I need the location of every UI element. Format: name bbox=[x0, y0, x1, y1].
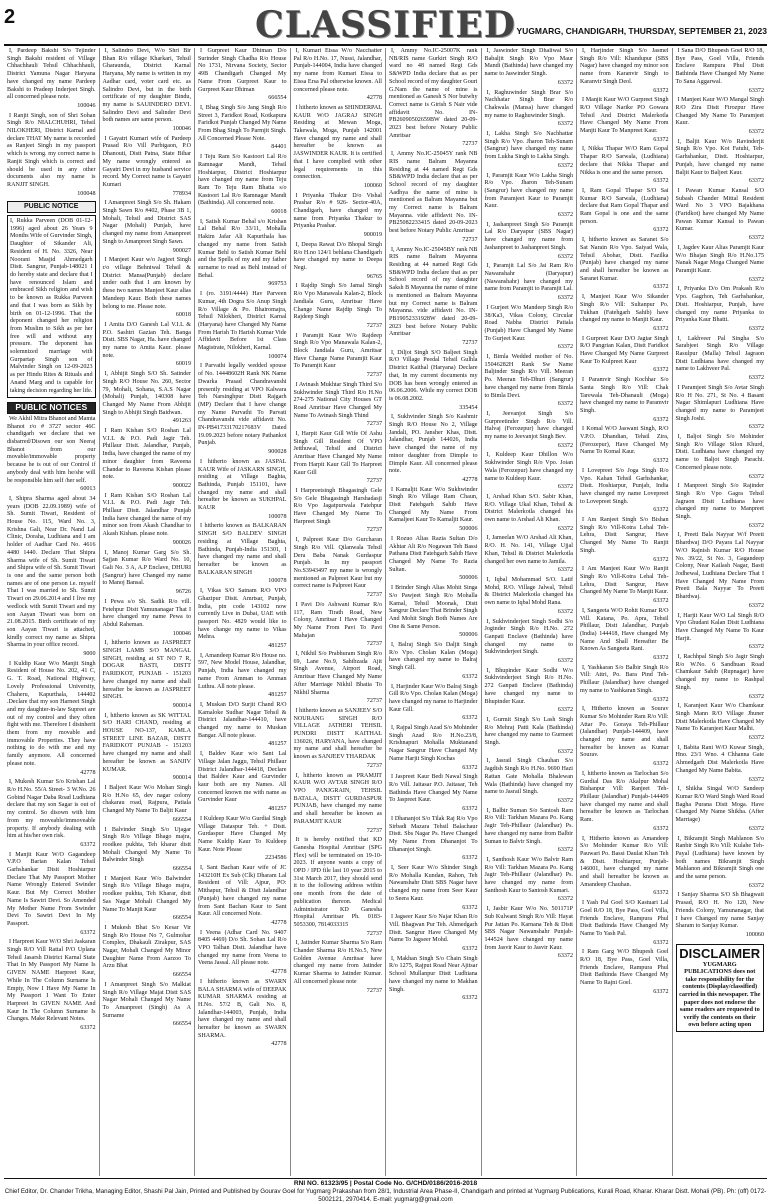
ad-reference-number: 969753 bbox=[268, 281, 287, 288]
ad-reference-number: 778934 bbox=[172, 190, 191, 197]
masthead bbox=[4, 4, 767, 44]
classified-ad: I Gurjeet W/o Mandeep Singh R/o 38/Ka3, Vikas Colony, Circular Road Nabha District Patiala (Punjab) Have Changed My Name To Gurjeet Kaur. bbox=[484, 304, 573, 342]
ad-reference-number: 63372 bbox=[557, 442, 573, 449]
ad-reference-number: 63372 bbox=[748, 325, 764, 332]
ad-reference-number: 100060 bbox=[745, 931, 764, 938]
classified-ad: I, Lakha Singh S/o Nachhattar Singh R/o Vpo. Jharon Teh-Sunam (Sangrur) have changed my name from Lukha Singh to Lakha Singh. bbox=[484, 131, 573, 161]
ad-reference-number: 100074 bbox=[268, 353, 287, 360]
ad-reference-number: 63372 bbox=[748, 735, 764, 742]
ad-reference-number: 335454 bbox=[459, 404, 478, 411]
classified-ad: I, Jaswinder Singh Dhaliwal S/o Babaljit Singh R/o Vpo Maur Mandi (Bathinda) have changed my name to Jaswinder Singh. bbox=[484, 48, 573, 78]
ad-reference-number: 100046 bbox=[172, 630, 191, 637]
classified-ad: I, Balraj Singh S/o Daljit Singh R/o Vpo. Cholan Kalan (Moga) have changed my name to Balraj Singh Gill. bbox=[389, 642, 478, 672]
classified-ad: I, Jeevanjot Singh S/o Gurpreetinder Singh R/o Vill. Halvaj (Ferozepur) have changed my name to Jeevanjot Singh Bev. bbox=[484, 410, 573, 441]
classified-ad: I, Abhijit Singh S/O Sh. Satinder Singh R/O House No. 260, Sector 79, Mohali, Sohana, S.A.S Nagar (Mohali) Punjab, 140308 have Changed My Name From Abhijit Singh to Abhijit Singh Baidwan. bbox=[102, 371, 191, 416]
ad-reference-number: 60018 bbox=[271, 209, 287, 216]
ad-reference-number: 42778 bbox=[271, 919, 287, 926]
ad-reference-number: 63372 bbox=[748, 882, 764, 889]
ad-reference-number: 63372 bbox=[557, 79, 573, 86]
classified-ad: I Komal W/O Jaswant Singh, R/O V.P.O. Dhandian, Tehsil Zira, (Ferozepur), Have Changed My Name To Komal Kaur. bbox=[580, 426, 669, 456]
classified-ad: I Amita D/O Ganesh Lal V.I.L & P.O. Sashtri Gazian Teh. Banga Distt. SBS Nagar, Ha. have changed my name to Amita Kaur. please note. bbox=[102, 321, 191, 359]
classified-ad: I, hitherto known as Saranet S/o Sat Narain R/o Vpo. Saiyad Wala, Tehsil Abohar, Distt. Fazilka (Punjab) have changed my name and shall hereafter be known as Saranet Kumar. bbox=[580, 237, 669, 282]
ad-reference-number: 72737 bbox=[366, 372, 382, 379]
column-1 bbox=[4, 48, 100, 1176]
classified-ad: I, Sangeeta W/O Rohit Kumar R/O Vill. Katana, Po. Apra, Tehsil Phillaur, Distt Jalandhar, Punjab (India) 144418, Have changed My Name And Shall Hereafter Be Known As Sangeeta Rani. bbox=[580, 607, 669, 653]
ad-reference-number: 42778 bbox=[80, 769, 96, 776]
ad-reference-number: 666554 bbox=[172, 972, 191, 979]
ad-reference-number: 63372 bbox=[557, 344, 573, 351]
ad-reference-number: 63372 bbox=[653, 416, 669, 423]
ad-reference-number: 63372 bbox=[557, 212, 573, 219]
classified-ad: I Rajdip Singh S/o Jamal Singh R/o Vpo Manawala Kalan-2, Block Jandiala Guru, Amritsar Have Change Name Rajdip Singh To Rajdeep Singh bbox=[293, 283, 382, 321]
classified-ad: I Priyanka Thakur D/o Vishal Prashar R/o # 926- Sector-40A, Chandigarh, have changed my name from Priyanka Thakur to Priyanka Prashar. bbox=[293, 192, 382, 230]
ad-reference-number: 63372 bbox=[462, 764, 478, 771]
classified-ad: I, Baljit Kaur W/o Ravinderjit Singh R/o Vpo. Kot Fatuhi, Teh-Garhshankar, Distt. Hoshiarpur, Punjab, have changed my name Baljit Kaur to Baljeet Kaur. bbox=[675, 138, 764, 176]
ad-reference-number: 60018 bbox=[175, 312, 191, 319]
ad-reference-number: 63372 bbox=[557, 484, 573, 491]
ad-reference-number: 72737 bbox=[366, 478, 382, 485]
disclaimer-text: YUGMARG PUBLICATIONS does not take responsibility for the contents (Display/classified) carried in this newspaper. The paper does not endorse the same readers are requested to verify the contents on their own before acting upon bbox=[679, 960, 761, 1029]
ad-reference-number: 666554 bbox=[172, 816, 191, 823]
ad-reference-number: 63372 bbox=[748, 276, 764, 283]
classified-ad: I, Seer Kaur W/o Shinder Singh R/o Mohalla Kundan, Rahon, Teh Nawanshahr Distt SBS Nagar have changed my name from Seer Kaur to Seera Kaur. bbox=[389, 865, 478, 902]
ad-reference-number: 63372 bbox=[653, 556, 669, 563]
classified-ad: I, Karanjeet Kaur W/o Chamkaur Singh Mann R/O Village Jhuner Distt Malerkotla Have Changed My Name To Karanjeet Kaur Malhi. bbox=[675, 703, 764, 733]
ad-reference-number: 63372 bbox=[80, 929, 96, 936]
ad-reference-number: 84401 bbox=[271, 144, 287, 151]
classified-ad: I hitherto known as SANJEEV S/O NOURANG SINGH R/O VILLAGE JATHERI TEHSIL PUNDRI DISTT KAITHAL 136026, HARYANA, have changed my name and shall hereafter be known as SANJEEV THARDAK bbox=[293, 707, 382, 761]
disclaimer-box bbox=[676, 944, 765, 1032]
section-heading: PUBLIC NOTICE bbox=[7, 201, 96, 213]
ad-reference-number: 63372 bbox=[557, 847, 573, 854]
classified-ad: I Sanjay Sharma S/O Sh Bhagwati Prasad, R/O H. No 120, New Friends Colony, Yamunanagar, that I have Changed my name Sanjay Sharam to Sanjay Kumar. bbox=[675, 892, 764, 930]
ad-reference-number: 63372 bbox=[462, 995, 478, 1002]
section-heading: PUBLIC NOTICES bbox=[7, 402, 96, 414]
ad-reference-number: 900026 bbox=[172, 539, 191, 546]
classified-ad: I, Arshad Khan S/O. Sabir Khan, R/O. Village Ukal Khan, Tehsil & District Malerkotla changed his own name to Arshad Ali Khan. bbox=[484, 493, 573, 524]
ad-reference-number: 63372 bbox=[653, 507, 669, 514]
classified-ad: I Yash Pal Goel S/O Kastuari Lal Goel R/O 18, Bye Pass, Goel Villa, Friends Enclave, Rampura Phul Distt Bathinda Have Changed My Name To Yash Pal. bbox=[580, 900, 669, 937]
ad-reference-number: 63372 bbox=[462, 715, 478, 722]
ad-reference-number: 63372 bbox=[653, 178, 669, 185]
classified-ad: I Pawan Kumar Kansal S/O Subash Chander Mittal Resident Ward No 3 VPO Bajakhana (Faridkot) have changed My Name Pawan Kumar Kansal to Pawan Kumar. bbox=[675, 187, 764, 233]
classified-ad: I Manpreet Singh S/o Rajinder Singh R/o Vpo Gagra Tehsil Jagraon Distt Ludhiana have changed my name to Manpreet Singh. bbox=[675, 483, 764, 521]
ad-reference-number: 666554 bbox=[172, 1021, 191, 1028]
classified-columns bbox=[4, 48, 767, 1176]
ad-reference-number: 96765 bbox=[366, 273, 382, 280]
classified-ad: I Rozuo Alias Razia Sultan D/o Akhtar Ali R/o Nogawan Teh Bassi Pathana Distt Fatehgarh Sahib Have Changed My Name To Razia Sultan. bbox=[389, 535, 478, 573]
ad-reference-number: 900022 bbox=[172, 482, 191, 489]
ad-reference-number: 42778 bbox=[462, 476, 478, 483]
classified-ad: I Am Ranjeet Singh S/o Bishan Singh R/o Vill-Kotra Lehal Teh-Lehra, Distt Sangrur, Have Changed My Name To Ranjit Singh. bbox=[580, 517, 669, 554]
ad-reference-number: 63372 bbox=[653, 367, 669, 374]
classified-ad: I Amanpreet Singh S/o Sh. Hakam Singh Sawn R/o #402, Phase 3B 1, Mohali, Tehsil and District SAS Nagar (Mohali) Punjab, have changed my name from Amanpreet Singh to Amanpreet Singh Sawn. bbox=[102, 200, 191, 245]
classified-ad: I Gayatri Kumari wife of Pardeep Prasad R/o Vill Purbigaon, P.O Dhanouti, Distt Patna, State Bihar My name wrongly entered as Gayatri Devi in my husband service record. My Correct name is Gayatri Kumari bbox=[102, 135, 191, 188]
ad-reference-number: 63372 bbox=[557, 748, 573, 755]
classified-ad: I, Priyanka D/o Om Prakash R/o Vpo. Gagrhon, Teh Garhshankar, Distt. Hoshiarpur, Punjab, have changed my name Priyanka to Priyanka Kaur Bhatti. bbox=[675, 286, 764, 324]
classified-ad: I, hitherto known as JASPREET SINGH LAMB S/O MANGAL SINGH, residing at ST NO 7 R, DOGAR BASTI, DISTT FARIDKOT, PUNJAB - 151203 have changed my name and shall hereafter be known as JASPREET SINGH. bbox=[102, 640, 191, 701]
ad-reference-number: 96726 bbox=[175, 589, 191, 596]
classified-ad: I Ram Kishan S/O Roshan Lal V.I.L & P.O. Padi Jagir Teh. Phillaur Distt. Jalandhar Punjab India have changed the name of my minor son from Akash Chandhar to Akash Kishan. please note. bbox=[102, 492, 191, 538]
classified-ad: I, Harpit Kaur Gill Wife Of Ashu Singh Gill Resident Of VPO Jetthuwal, Tehsil and District Amritsar Have Changed My Name From Harpit Kaur Gill To Harpreet Kaur Gill bbox=[293, 431, 382, 476]
ad-reference-number: 63372 bbox=[557, 953, 573, 960]
classified-ad: I, Nikhil S/o Prabhuram Singh R/o 69, Lane No.9, Sahibzada Ajit Singh Avenue, Airport Road, Amritsar Have Changed My Name After Marriage Nikhil Bhatia To Nikhil Sharma bbox=[293, 651, 382, 696]
classified-ad: I, Jameelan W/O Arshad Ali Khan, R/O. H. No. 141, Village Ujjal Khan, Tehsil & District Malerkotla changed her own name to Jamila. bbox=[484, 535, 573, 565]
imprint-footer bbox=[4, 1178, 767, 1204]
ad-reference-number: 63372 bbox=[653, 598, 669, 605]
column-2 bbox=[100, 48, 196, 1176]
classified-ad: I Manjeet Kaur w/o Jagjeet Singh r/o village Behniwal Tehsil & District Mansa(Punjab) declare under oath that I am known by these two names Manjeet Kaur alias Mandeep Kaur. Both these names belong to me. Please note. bbox=[102, 257, 191, 310]
classified-ad: I, hitherto known as SK WITTAL S/O HARI CHAND, residing at HOUSE NO-137, KAMLA STREET LINE BAZAR, DISTT FARIDKOT PUNJAB - 151203 have changed my name and shall hereafter be known as SANJIV KUMAR. bbox=[102, 712, 191, 773]
classified-ad: I, Palpreet Kaur D/o Gurcharan Singh R/o Vill. Qilanwala Tehsil Dera Baba Nanak Gurdaspur Punjab. In my passport No.S3943497 my name is wrongly mentioned as Palpreet Kaur but my correct name is Palpreet Kaur bbox=[293, 537, 382, 590]
classified-ad: I, Bhag Singh S/o Jang Singh R/o Street 3, Faridkot Road, Kotkapura Faridkot Punjab Changed My Name From Bhag Singh To Parmjit Singh. All Concerned Please Note. bbox=[198, 104, 287, 142]
ad-reference-number: 63372 bbox=[653, 825, 669, 832]
classified-ad: I Gurpreet Kaur D/O Jagtar Singh R/O Pangrian Kalan, Distt Faridkot Have Changed My Name Gurpreet Kaur To Kulpreet Kaur bbox=[580, 335, 669, 365]
classified-ad: I, Ram Gopal Thapar S/O Sai Kumar R/O Sarwala, (Ludhiana) declare that Ram Gopal Thapar and Ram Gopal is one and the same person. bbox=[580, 187, 669, 225]
ad-reference-number: 63372 bbox=[748, 693, 764, 700]
ad-reference-number: 63372 bbox=[557, 121, 573, 128]
classified-ad: I Kamaljit Kaur W/o Sukhwinder Singh R/o Village Ram Chaun, Distt Fatehgarh Sahib Have Changed My Name From Kamaljeet Kaur To Kamaljit Kaur. bbox=[389, 486, 478, 524]
ad-reference-number: 72737 bbox=[366, 641, 382, 648]
classified-ad: I, Sukhvinderjeet Singh Sodhi S/o Joginder Singh R/o H.No. 272 Ganpati Enclave (Bathinda) have changed my name to Sukhvinderjeet Singh. bbox=[484, 618, 573, 656]
ad-reference-number: 500006 bbox=[459, 575, 478, 582]
ad-reference-number: 42778 bbox=[271, 969, 287, 976]
ad-reference-number: 42778 bbox=[366, 95, 382, 102]
ad-reference-number: 63372 bbox=[462, 806, 478, 813]
classified-ad: I Pavi D/o Ashwani Kumar R/o 117, Ram Tirath Road, New Colony, Amritsar I Have Changed My Name From Pavi To Pavi Mahajan bbox=[293, 601, 382, 639]
ad-reference-number: 63372 bbox=[748, 522, 764, 529]
classified-ad: I, Rachhpal Singh S/o Jagir Singh R/o W.No. 6 Sandhuan Road Chamkaur Sahib (Rupnagar) have changed my name to Rashpal Singh. bbox=[675, 654, 764, 691]
section-title: CLASSIFIED bbox=[255, 4, 516, 46]
ad-reference-number: 63372 bbox=[748, 424, 764, 431]
classified-ad: I hitherto known as SWARN BALA SHARMA wife of DEEPAK KUMAR SHARMA residing at H.No. 57/2 B, Gali No. 8, Jalandhar-144003, Punjab, India have changed my name and shall hereafter be known as SWARN SHARMA. bbox=[198, 978, 287, 1039]
classified-ad: I Ranjit Singh, son of Shri Sohan Singh R/o NIALCHUHRI, Tehsil NILOKHERI, District Karnal and declare THAT My name is recorded as Ranjeet Singh in my passport which is wrong. my correct name is Ranjit Singh which is correct and should be used in any other documents also my name is RANJIT SINGH. bbox=[7, 112, 96, 188]
ad-reference-number: 63372 bbox=[653, 988, 669, 995]
classified-ad: I, Hitherto known as Amandeep S/o Mohinder Kumar R/o Vill: Pauwari Po. Bassi Daulat Khan Teh & Distt. Hoshiarpur, Punjab-146001, have changed my name and shall hereafter be known as Amandeep Chauhan. bbox=[580, 835, 669, 888]
classified-ad: I, Jasbir Kaur W/o No. 501171P Sub Kulwant Singh R/o Vill: Hayat Pur Jattan Po. Karnana Teh & Distt SBS Nagar Nawanshahr Punjab-144524 have changed my name from Jasvir Kaur to Jasvir Kaur. bbox=[484, 906, 573, 951]
classified-ad: I hitherto known as SHINDERPAL KAUR W/O JAGRAJ SINGH Residing at Mewan Moga, Takewala, Moga, Punjab 142001 Have changed my name and shall hereafter be known as JASWINDER KAUR. It is certified that I have complied with other legal requirements in this connection. bbox=[293, 104, 382, 181]
classified-ad: I, Yashkaran S/o Balbir Singh R/o Vill: Attri, Po. Bara Pind Teh-Phillaur (Jalandhar) have changed my name to Yashkaran Singh. bbox=[580, 664, 669, 694]
ad-reference-number: 500006 bbox=[459, 526, 478, 533]
classified-ad: I Ram Garg W/O Bhupesh Goel R/O 18, Bye Pass, Goel Villa, Friends Enclave, Rampura Phul Distt Bathinda Have Changed My Name To Rajni Goel. bbox=[580, 949, 669, 987]
column-8 bbox=[673, 48, 768, 1176]
classified-ad: I Paramvir Singh Kochhar S/o Santa Singh R/o Vill: Chak Tarewala Teh-Dhanauli (Moga) have changed my name to Paramvir Singh. bbox=[580, 377, 669, 414]
classified-ad: I Balvinder Singh S/o Ujagar Singh R/o Village Bhago majra, roodkee pukhta, Teh kharar distt Mohali Changed My Name To Balwinder Singh bbox=[102, 826, 191, 864]
classified-ad: I, Babita Rani W/O Kuwar Singh, Hno. 23/1 Wno. 4 Chhanna Gate Ahmedgarh Dist Malerkotla Have Changed My Name Babita. bbox=[675, 744, 764, 774]
classified-ad: I, Bimla Wedded mother of No. 15046282H Rank Sw Name Baljinder Singh R/o Vill. Meeran Po. Meeran Teh-Dhuri (Sangrur) have changed my name from Bimla to Bimla Devi. bbox=[484, 354, 573, 399]
ad-reference-number: 481257 bbox=[268, 692, 287, 699]
ad-reference-number: 60013 bbox=[80, 486, 96, 493]
classified-ad: I Amanpreet Singh S/o Malkiat Singh R/o Village Majat Distt SAS Nagar Mohali Changed My Name To Amanpreet (Singh) As A Surname bbox=[102, 981, 191, 1019]
classified-ad: I, Vikas S/O Satnam R/O VPO Ghazipur Distt. Amrtsar, Punjab, India, pin code 143102 now currently Live in Dubai, UAE with passport No. 4829 would like to have change my name to Vikas Mehra. bbox=[198, 588, 287, 641]
classified-ad: I Teju Ram S/o Kastoori Lal R/o Ramnagar Mandi, Tehsil Hoshiarpur, District Hoshiarpur have changed my name from Teju Ram To Teju Ram Bhatia s/o Kastoori Lal R/o Ramnagar Mandi (Bathinda). All concerned note. bbox=[198, 154, 287, 207]
classified-ad: I Manjit Kaur W/O Gurpreet Singh R/O Village Narike PO Gowara Tehsil And District Malerkotla Have Changed My Name From Manjit Kaur To Manpreet Kaur. bbox=[580, 97, 669, 135]
classified-ad: I Avinash Mukhtar Singh Third S/o Sukhwinder Singh Third R/o H.No 274-275 National City Houses GT Road Amritsar Have Changed My Name To Avinash Singh Thind bbox=[293, 381, 382, 419]
ad-reference-number: 72737 bbox=[366, 527, 382, 534]
ad-reference-number: 72737 bbox=[366, 322, 382, 329]
classified-ad: I hitherto known as JASPAL KAUR Wife of JASKARN SINGH, residing at Village Baghta, Bathinda, Punjab 151101, have changed my name and shall hereafter be known as SUKHPAL KAUR bbox=[198, 458, 287, 512]
classified-ad: I, Muskan D/O Surjit Chand R/O Kamaloke Sudhar Nagar Tehsil & District Jalandhar-144410, have changed my name to Muskan Bangar. All note please. bbox=[198, 701, 287, 739]
classified-ad: I, Gurmit Singh S/o Lash Singh R/o Mehraj Patti Kala (Bathinda) have changed my name to Gurmeet Singh. bbox=[484, 716, 573, 747]
ad-reference-number: 491263 bbox=[172, 418, 191, 425]
classified-ad: I, Paramjit Kaur W/o Lakha Singh R/o Vpo. Jharon Teh-Sunam (Sangrur) have changed my name from Paramjeet Kaur to Paramjit Kaur. bbox=[484, 172, 573, 210]
classified-ad: I (ro. 3191/4444) Hav Parveen Kumar, 4th Dogra S/o Anup Singh R/o Village & Po. Bhairomajra, Tehsil Nilokheri, District Karnal (Haryana) have Changed My Name From Harish To Harish Kumar Vide Affidavit Before 1st Class Magistrate, Nilokheri, Karnal. bbox=[198, 291, 287, 352]
ad-reference-number: 72737 bbox=[366, 987, 382, 994]
ad-reference-number: 63372 bbox=[748, 602, 764, 609]
classified-ad: I, Jatinder Kumar Sharma S/o Ram Chander Sharma R/o H.No.5, New Golden Avenue Amritsar have changed my name from Jatinder Kumar Sharma to Jatinder Kumar. All concerned please note bbox=[293, 940, 382, 985]
ad-reference-number: 72737 bbox=[462, 236, 478, 243]
classified-ad: I, Mukesh Kumar S/o Krishan Lal R/o H.No. 55/A Street- 3 W.No. 26 Gobind Nagar Daba Road Ludhiana declare that my son Sagar is out of my control. So disown with him from my moveable/immoveable property. If anybody dealing with him at his/her own risk. bbox=[7, 779, 96, 840]
ad-reference-number: 63372 bbox=[557, 253, 573, 260]
classified-ad: I Pewa s/o Sh. Sadik R/o vill. Fetehpur Distt Yamunanagar That I have changed my name Pewa to Abdul Raheman. bbox=[102, 598, 191, 628]
classified-ad: I, Raghuwinder Singh Brar S/o Nachhatar Singh Brar R/o Chakwala (Mansa) have changed my name to Raghuwinder Singh. bbox=[484, 89, 573, 119]
masthead-rule bbox=[4, 44, 767, 46]
ad-reference-number: 63372 bbox=[653, 227, 669, 234]
classified-ad: I Sana D/O Bhupesh Goel R/O 18, Bye Pass, Goel Villa, Friends Enclave Rampura Phul Distt Bathinda Have Changed My Name To Sana Aggarwal. bbox=[675, 48, 764, 85]
classified-ad: I, Kumari Eissa W/o Nacchatter Pal R/o H.No. 17, Nussi, Jalandhar, Punjab-144004, India have changed my name from Kumari Eissa to Eissa Ersa Pal otherwise known. All concerned please note. bbox=[293, 48, 382, 93]
classified-ad: I Mukesh Bhat S/o Kesar Vir Singh R/o House No 7, Gulmohar Complex, Dhakauli Zirakpur, SAS Nagar, Mohali Changed My Minor Daughter Name From Aarzoo To Arzu Bhat bbox=[102, 924, 191, 970]
ad-reference-number: 481257 bbox=[268, 741, 287, 748]
column-3 bbox=[195, 48, 291, 1176]
ad-reference-number: 63372 bbox=[557, 707, 573, 714]
classified-ad: I Harpreet Kaur W/O Shri Jaskaran Singh R/O Vill Rattal P/O Uplana Tehsil Jasarsh District Karnal State That In My Passport My Name Is GIVEN NAME Harpreet Kaur, While In The Column Surname Is Empty, Now I Have My Name In My Passport I Want To Enter Harpreet In GIVEN NAME And Kaur In The Column Surname Is Changes. Make Relevant Notes. bbox=[7, 939, 96, 1023]
ad-reference-number: 63372 bbox=[653, 325, 669, 332]
classified-ad: I, Bhupinder Kaur Sodhi W/o Sukhvinderjeet Singh R/o H.No. 272 Ganpati Enclave (Bathinda) have changed my name to Bhupinder Kaur. bbox=[484, 667, 573, 705]
boxed-notice: I, Rukka Parveen (DOB 01-12-1996) aged about 26 Years 9 Months Wife of Gurvinder Singh, Daughter of Sikander Ali, Resident of H. No. 3326, Near Noorani Masjid Ahmedgarh Distt. Sangrur, Punjab-148021 I do hereby state and declare that I have renounced Islam and embraced Sikh religion and wish to be known as Rukka Parveen and that I was born as Sikh by birth on 01-12-1996. That the deponent changed her religion from Muslim to Sikh as per her free will and without any pressure. The deponent has solemnized marriage with Gurpartap Singh son of Malvinder Singh on 12-09-2023 as per Hindu Rites & Rituals and Anand Marg and is capable for taking decision regarding her life. bbox=[7, 215, 96, 398]
imprint-line: Chief Editor, Dr. Chander Trikha, Managing Editor, Shashi Pal Jain, Printed and Published by Gourav Goel for Yugmarg Prakashan from 28/1, Industrial Area Phase-II, Chandigarh and printed at Yugmarg Publications, Kurali Road, Kharar. Kharar Distt. Mohali (PB). Ph: (off) 0172-5002121, 2970414. E-mail: yugmarg@gmail.com bbox=[4, 1188, 767, 1203]
disclaimer-title: DISCLAIMER bbox=[679, 945, 761, 961]
ad-reference-number: 63372 bbox=[80, 1025, 96, 1032]
ad-reference-number: 63372 bbox=[653, 939, 669, 946]
classified-ad: I, Harjinder Kaur W/o Balraj Singh Gill R/o Vpo. Cholan Kalan (Moga) have changed my name to Harjinder Kaur Gill. bbox=[389, 683, 478, 713]
classified-ad: I Veena (Adhar Card No. 9407 8405 4469) D/o Sh. Sohan Lal R/o VPO Talhan Distt. Jalandhar have changed my name from Veena to Veena Jassal. All please note. bbox=[198, 929, 287, 967]
classified-ad: I Paramjeet Singh S/o Avtar Singh R/o H No. 271, St No. 4 Basant Nagar Shimlapuri Ludhiana Have changed my name to Paramjeet Singh Joshi. bbox=[675, 384, 764, 422]
column-5 bbox=[386, 48, 482, 1176]
ad-reference-number: 666554 bbox=[172, 866, 191, 873]
ad-reference-number: 72737 bbox=[366, 592, 382, 599]
ad-reference-number: 900014 bbox=[172, 702, 191, 709]
classified-ad: I, Diljot Singh S/O Baljeet Singh R/O Village Peedal Tehsil Gulhla District Kaithal (Haryana) Declare that, In my current documents my DOB has been wrongly entered as 06.06.2006. While my correct DOB is 06.08.2002. bbox=[389, 349, 478, 402]
classified-ad: I Harpreetsingh Bhagasingh Gele S/o Gele Bhagasingh Harshadasji R/o Vpo Jagatpurwala Fatehpur Have Changed My Name To Harpreet Singh bbox=[293, 487, 382, 525]
classified-ad: I Am Manjeet Kaur W/o Ranjit Singh R/o Vill-Kotra Lehal Teh-Lehra, Distt Sangrur, Have Changed My Name To Manjit Kaur. bbox=[580, 566, 669, 596]
classified-ad: I Manjeet Kaur W/O Mangal Singh R/O Zira Distt Firozpur Have Changed My Name To Paramjeet Kaur. bbox=[675, 97, 764, 127]
ad-reference-number: 72737 bbox=[366, 698, 382, 705]
classified-ad: I, Makhan Singh S/o Chain Singh R/o 1275, Rajput Road Near Ajitsar School Mullanpur Distt Ludhiana have changed my name to Makhan Singh. bbox=[389, 955, 478, 993]
ad-reference-number: 72737 bbox=[366, 827, 382, 834]
classified-ad: I, Lakhveer Pal Singha S/o Sarabjeet Singh R/o Village Rasulpur (Malla) Tehsil Jagraon Distt Ludhiana have changed my name to Lakhveer Pal. bbox=[675, 335, 764, 373]
ad-reference-number: 63372 bbox=[557, 162, 573, 169]
classified-ad: I, Jasrail Singh Chauhan S/o Jagdish Singh R/o H.No. 9690 Hazi Rattan Gate Mohalla Bhalewan Wala (Bathinda) have changed my name to Jasrail Singh. bbox=[484, 758, 573, 796]
classified-ad: I Paramjit Kaur W/o Rajdeep Singh R/o Vpo Manawala Kalan-2, Block Jandiala Guru, Amritsar Have Change Name Paramjit Kaur To Paramjit Kaur bbox=[293, 332, 382, 370]
classified-ad: I, Ammy No.IC-25045BY rank NB RIS name Balram Mayanna Residing at 44 named Regt Gds SB&WPD India declare that as per School record of my daughter Saksh B Mayanna the name of mine is mentioned as Balram Mayanna but my Correct name is Balram Mayanna. vide affidavit No. IN-PB19052331928W dated 20-09-2023 best before Notary Public Amritsar bbox=[389, 246, 478, 338]
ad-reference-number: 900019 bbox=[363, 232, 382, 239]
ad-reference-number: 63372 bbox=[80, 841, 96, 848]
classified-ad: I, Amandeep Kumar R/o House no. 597, New Model House, Jalandhar, Punjab, India have changed my name From Amman to Amman Luthra. All note please. bbox=[198, 652, 287, 690]
ad-reference-number: 63372 bbox=[748, 235, 764, 242]
classified-ad: I Gurpreet Kaur Dhiman D/o Surinder Singh Chadha R/o House No 1731, Nirvana Society, Sector 49B Chandigarh Changed My Name From Gurpreet Kaur to Gurpreet Kaur Dhiman bbox=[198, 48, 287, 93]
classified-ad: I, Deepa Rawat D/o Bhopal Singh R/o H.no 124/1 behlana Chandigarh have changed my name to Deepa Negi. bbox=[293, 241, 382, 271]
classified-ad: I, Bikramjit Singh Mahlanon S/o Ranbir Singh R/o Vill: Kulahe Teh-Payal (Ludhiana) have known by both names Bikramjit Singh Mahlanon and Bikramjit Singh one and the same person. bbox=[675, 835, 764, 881]
ad-reference-number: 63372 bbox=[462, 946, 478, 953]
ad-reference-number: 100078 bbox=[268, 513, 287, 520]
classified-ad: I Baljeet Kaur W/o Mohan Singh R/o H.No 65, dev nagar colony chakarau road, Rajpura, Patiala Changed My Name To Baljit Kaur bbox=[102, 784, 191, 815]
classified-ad: I, Pardeep Bakshi S/o Tejinder Singh Bakshi resident of Village Chhachhauli Tehsil Chhachhauli, District Yamuna Nagar Haryana have changed my name Pardeep Bakshi to Pradeep Inderjeet Singh. all concerned please note. bbox=[7, 48, 96, 101]
ad-reference-number: 63372 bbox=[462, 855, 478, 862]
classified-ad: I, Nikka Thapar W/O Ram Gopal Thapar R/O Sarwala, (Ludhiana) declare that Nikka Thapar and Nikka is one and the same person. bbox=[580, 146, 669, 176]
ad-reference-number: 63372 bbox=[653, 655, 669, 662]
ad-reference-number: 100046 bbox=[77, 102, 96, 109]
ad-reference-number: 63372 bbox=[462, 904, 478, 911]
ad-reference-number: 63372 bbox=[748, 129, 764, 136]
classified-ad: I, Baljot Singh S/o Mohinder Singh R/o Village Silon Khurd, Distt. Ludhiana have changed my name to Baljot Singh Parachi. Concerned please note. bbox=[675, 434, 764, 471]
ad-reference-number: 63372 bbox=[557, 567, 573, 574]
classified-ad: I, Ammy No.IC-25045Y rank NB RIS name Balram Mayanna Residing at 44 named Regt Gds SB&WPD India declare that as per School record of my daughter Aadhya the name of mine is mentioned as Balram Mayanna but my Correct name is Balram Mayanna. vide affidavit No. IN-PB25082233415 dated 20-09-2023 best before Notary Public Amritsar bbox=[389, 151, 478, 235]
classified-ad: I, Ammy No.IC-25007K rank NB/RIS name Gurkirt Singh R/O ward no 48 named Regt Gds S&WPD India declare that as per School record of my daughter Gouri G.Nam the name of mine is mentioned as Ganesh S Nor butwhy Correct name is Girish S Nair vide affidavit No. IN-PB26090502659BW dated 20-09-2023 best before Notary Public Amritsar bbox=[389, 48, 478, 139]
classified-ad: I, hitherto known as PRAMJIT KAUR W/O AVTAR SINGH R/O VPO PANJGRAIN, TEHSIL BATALA, DISTT GURDASPUR PUNJAB, have changed my name and shall hereafter be known as PARAMJIT KAUR bbox=[293, 772, 382, 825]
classified-ad: I, Shikha Singal W/O Sandeep Kumar R/O Ward Singh Ward Road Bagha Purana Distt Moga. Have Changed My Name Shikha. (After Marriage) bbox=[675, 786, 764, 824]
ad-reference-number: 63372 bbox=[748, 473, 764, 480]
classified-ad: I, Balbir Suman S/o Santosh Ram R/o Vill: Tarkhan Mazara Po. Kang Jagir Teh-Phillaur (Jalandhar) Ps. have changed my name from Balbir Suman to Balvir Singh. bbox=[484, 807, 573, 845]
classified-ad: I Jagseer Kaur S/o Najar Khan R/o Vill. Bhagwan Pur Teh. Ahmedgarh Distt. Sangrur Have Changed My Name To Jagseer Mohd. bbox=[389, 914, 478, 944]
ad-reference-number: 72737 bbox=[366, 421, 382, 428]
dateline: YUGMARG, CHANDIGARH, THURSDAY, SEPTEMBER 21, 2023 bbox=[516, 26, 767, 36]
classified-ad: I, Salindro Devi, W/o Shri Bir Bhan R/o village Kharkari, Tehsil Gharaunda, District Karnal Haryana, My name is written in my Aadhar card, voter card etc. as Salindro Devi, but in the birth certificate of my daughter Bindu, my name is SAUINDERO DEVI. Salindro Devi and Salinder Devi both names are same person. bbox=[102, 48, 191, 124]
classified-ad: We Akhil Mitra Bhanot and Mamta Bhanot r/o # 3727 sector 46C chandigarh we declare that we disbarred/Disown our son Neeraj Bhanot from our movable/immovable property because he is out of our Control if anybody deal with him he/she will be responsible him self /her self. bbox=[7, 415, 96, 484]
ad-reference-number: 900027 bbox=[172, 247, 191, 254]
classified-ad: I, Preeti Bala Nayyar W/f Preeti Bhardwaj D/O Payara Lal Nayyar W/O Rajnish Kumar R/O House No. 39/22, St No. 3, Gagandeep Colony, Near Kailash Nagar, Basti Jodhewal, Ludhiana Declare That I Have Changed My Name From Preeti Bala Nayyar To Preeti Bhardwaj. bbox=[675, 532, 764, 601]
rni-line: RNI NO. 61323/95 | Postal Code No. G/CHD/0186/2016-2018 bbox=[293, 1180, 478, 1187]
classified-ad: It is hereby notified that KD Ganesha Hospital Amritsar (SPG Flex) will be terminated on 19-10-2023. If anyone wants a copy of OPD / IPD file last 10 year 2015 to 31st March 2017, they should send it to the following address within one month from the date of publication thereon. Medical Administrator KD Ganesha Hospital Amritsar Ph. 0183-5053300, 7814033315 bbox=[293, 837, 382, 928]
ad-reference-number: 63372 bbox=[557, 658, 573, 665]
classified-ad: I, Jashanpreet Singh S/o Paramjit Lal R/o Daryapur (SBS Nagar) have changed my name from Jashanpreet to Jashanpreet Singh. bbox=[484, 221, 573, 251]
ad-reference-number: 63372 bbox=[748, 87, 764, 94]
classified-ad: I, Rajpal Singh Azad S/o Mohinder Singh Azad R/o H.No.23/8, Krishnapuri Mohalla Muktanand Nagar Sangrur Have Changed My Name Harjit Singh Kochas bbox=[389, 725, 478, 762]
classified-ad: I, Baldev Kaur w/o Sant Lal Village Jalan Jaggu, Tehsil Phillaur District Jalandhar-144418, Declare that Baldev Kaur and Gurvinder kaur both are my Names. All concerned known me with name as Gurvinder Kaur bbox=[198, 751, 287, 804]
classified-ad: I, Kuldeep Kaur Dhillon W/o Sukhwinder Singh R/o Vpo. Joian Wala (Ferozepur) have changed my name to Kuldeep Kaur. bbox=[484, 452, 573, 482]
classified-ad: I, Sukhvinder Singh S/o Kashmir Singh R/O House No 2, Village Jandali, PO. Jansher Khas, Distt. Jalandhar, Punjab 144026, India have changed the name of my minor daughter from Dimple to Dimple Kaur. All concerned please note. bbox=[389, 414, 478, 475]
ad-reference-number: 9000 bbox=[83, 651, 96, 658]
classified-ad: I Kuldeep Kaur W/o Gurdial Singh Village Dataspur Teh. + Distt. Gurdaspur Have Changed My Name Kuldip Kaur To Kuldeep Kaur. Note Please bbox=[198, 815, 287, 853]
ad-reference-number: 100060 bbox=[363, 182, 382, 189]
ad-reference-number: 72737 bbox=[462, 141, 478, 148]
classified-ad: I, Manoj Kumar Garg S/o Sh. Sajjan Kumar R/o Ward No. 10, Gali No. 3 A, A.P Enclave, DHURI (Sangrur) have Changed my name to Manoj Bansal. bbox=[102, 549, 191, 587]
ad-reference-number: 63372 bbox=[748, 776, 764, 783]
ad-reference-number: 60019 bbox=[175, 361, 191, 368]
ad-reference-number: 72737 bbox=[366, 930, 382, 937]
ad-reference-number: 42778 bbox=[271, 1041, 287, 1048]
classified-ad: I, Santhosh Kaur W/o Balvir Ram R/o Vill: Tarkhan Mazara Po. Kang Jagir Teh-Phillaur (Jalandhar) Ps. have changed my name from Santhosh Kaur to Santosh Kumari. bbox=[484, 856, 573, 894]
ad-reference-number: 63372 bbox=[653, 136, 669, 143]
ad-reference-number: 63372 bbox=[557, 295, 573, 302]
ad-reference-number: 63372 bbox=[748, 644, 764, 651]
classified-ad: I Jaspreet Kaur Bedi Nawal Singh R/o Vill. Jaitasar P.O. Jaitasar, Teh Bathinda Have Changed My Name To Jaspreet Kaur. bbox=[389, 774, 478, 804]
ad-reference-number: 100078 bbox=[268, 578, 287, 585]
ad-reference-number: 2234586 bbox=[265, 855, 287, 862]
classified-ad: I Manjit Kaur W/O Gagandeep V.P.O Barian Kalan Tehsil Garhshankar Distt Hoshiarpur Declare That My Passport Mother Name Wrongly Entered Swinder Kaur. But My Correct Mother Name Is Sawtri Devi. So Amended My Mother Name From Swinder Devi To Sawtri Devi In My Passport. bbox=[7, 851, 96, 927]
page-number: 2 bbox=[4, 6, 16, 28]
column-4 bbox=[291, 48, 387, 1176]
ad-reference-number: 63372 bbox=[557, 525, 573, 532]
classified-ad: I Brinder Singh Alias Mohit Singa S/o Pawjeet Singh R/o Mohalla Kamal, Tehsil Moonak, Distt Sangrur Declare That Brinder Singh And Mohit Singh Both Names Are One & Same Person. bbox=[389, 585, 478, 630]
ad-reference-number: 481257 bbox=[268, 806, 287, 813]
classified-ad: I Ram Kishan S/O Roshan Lal V.I.L & P.O. Padi Jagir Teh. Phillaur Distt. Jalandhar, Punjab, India, have changed the name of my minor daughter from Raveena Chandar to Raveena Kishan please note. bbox=[102, 428, 191, 481]
classified-ad: I, Sant Bachan Kaur wife of JC 143210H Ex Sub (Clk) Dharam Lal Resident of Vill: Ajpur, PO: Mithapur, Tehsil & Distt Jalandhar (Punjab) have changed my name from Sant Bachan Kaur to Sant Kaur. All concerned Note. bbox=[198, 865, 287, 918]
classified-ad: I Dhananjot S/o Tilak Raj R/o Vpo Sirbadi Mazara Tehsil Balachaur Distt. Sbs Nagar Ps. Have Changed My Name From Dhananjot To Dhananjot Singh. bbox=[389, 815, 478, 853]
classified-ad: I, Jagdev Kaur Alias Paramjit Kaur W/o Bhajan Singh R/o H.No.175 Nanak Nagar Moga Changed Name Paramjit Kaur. bbox=[675, 244, 764, 274]
ad-reference-number: 63372 bbox=[653, 761, 669, 768]
column-6 bbox=[482, 48, 578, 1176]
ad-reference-number: 63372 bbox=[557, 797, 573, 804]
classified-ad: I, Manjeet Kaur W/o Sikander Singh R/o Vill: Sultanpur Po. Tukhan (Fatehgarh Sahib) have changed my name to Manjit Kaur. bbox=[580, 294, 669, 324]
classified-ad: I, Harjinder Singh S/o Jasmel Singh R/o Vill: Khandupur (SBS Nagar) have changed my minor son name from Karanvir Singh to Karanvir Singh Deol. bbox=[580, 48, 669, 85]
ad-reference-number: 63372 bbox=[653, 696, 669, 703]
ad-reference-number: 63372 bbox=[748, 178, 764, 185]
ad-reference-number: 63372 bbox=[653, 87, 669, 94]
classified-ad: I, Harjit Kaur W/O Lal Singh R/O Vpo Ghudani Kalan Distt Ludhiana Have Changed My Name To Kaur Harjit. bbox=[675, 612, 764, 642]
ad-reference-number: 63372 bbox=[748, 825, 764, 832]
ad-reference-number: 63372 bbox=[557, 896, 573, 903]
ad-reference-number: 63372 bbox=[748, 375, 764, 382]
classified-ad: I, Satish Kumar Behal s/o Krishan Lal Behal R/o 33/11, Mohalla Hakim Jafar Ali Kapurthala has changed my name from Satish Kumar Behl to Satish Kumar Behl and the Spells of my and my father surname to read as Behl instead of Behal. bbox=[198, 218, 287, 279]
ad-reference-number: 100046 bbox=[172, 126, 191, 133]
classified-ad: I Kuldip Kaur W/o Manjit Singh Resident of House No. 202, 41 C, G. T. Road, National Highway, Lovely Professional University, Chaheru, Kapurthala, 144402 .Declare that my son Harneet Singh and my daughter-in-law Supreet are out of my control and they often fight with me. Therefore I disinherit them from my movable and immovable Properties. They have nothing to do with me and my family anymore. All concerned please note. bbox=[7, 660, 96, 767]
column-7 bbox=[577, 48, 673, 1176]
classified-ad: I, hitherto known as Tarlochan S/o Gurdial Das R/o Akalpur Mohal Bishanpur Vill: Ranjeet Teh-Phillaur (Jalandhar) Punjab-144409 have changed my name and shall hereafter be known as Tarlochan Ram. bbox=[580, 770, 669, 824]
ad-reference-number: 63372 bbox=[653, 890, 669, 897]
classified-ad: I, Shipra Sharma aged about 34 years (DOB 22.09.1989) wife of Sh. Sumit Tiwari, Resident of House No. 115, Ward No. 3, Krishna Gali, Near Dr. Nand Lal Clinic, Doraha, Ludhiana and I am holder of Aadhar Card No. 4616 4480 1440. Declare That Shipra Sharma wife of Sh. Sumit Tiwari and Shipra wife of Sh. Sumit Tiwari is one and the same person both names are of one person i.e. myself That I was married to Sh. Sumit Tiwari on 29.06.2014 and I live my wedlock with Sumit Tiwari and my son Aayan Tiwari was born on 21.08.2015. Birth certificate of my son Aayan Tiwari is attached, kindly correct my name as Shipra Sharma in your office record. bbox=[7, 495, 96, 649]
classified-ad: I, Hitherto known as Sourav Kumar S/o Mohinder Ram R/o Vill: Attar Po. Goraya Teh-Phillaur (Jalandhar) Punjab-144409, have changed my name and shall hereafter be known as Kumar Sourav. bbox=[580, 706, 669, 759]
ad-reference-number: 666554 bbox=[268, 95, 287, 102]
classified-ad: I, Paramjit Lal S/o Jai Ram R/o Nawanshahr (Daryapur) (Nawanshahr) have changed my name from Paramjit to Paramjit Lal. bbox=[484, 263, 573, 293]
ad-reference-number: 63372 bbox=[653, 458, 669, 465]
classified-ad: I Parvathi legally wedded spouse of No. 14448602H Rank NK Name Dwarka Prasad Chandravanshi presently residing at VPO Kalwara Teh Narsinghpur Distt Rajgarh (MP) Declare that I have change my Name Parvathi To Parvati Chandravanshi vide affidavit No. IN-PB41733170217683V Dated 19.09.2023 before notary Pathankot Punjab. bbox=[198, 363, 287, 447]
ad-reference-number: 666554 bbox=[172, 915, 191, 922]
ad-reference-number: 63372 bbox=[557, 608, 573, 615]
ad-reference-number: 72737 bbox=[462, 340, 478, 347]
ad-reference-number: 72737 bbox=[366, 762, 382, 769]
ad-reference-number: 900014 bbox=[172, 775, 191, 782]
classified-ad: I hitherto known as BALKARAN SINGH S/O BALDEV SINGH residing at Village Baghta, Bathinda, Punjab-India 151301, I have changed my name and shall hereafter be known as BALKARAN SINGH bbox=[198, 523, 287, 576]
classified-ad: I, Iqbal Mohammad S/O. Latif Mohd, R/O. Village Jalwal, Tehsil & District Malerkotla changed his own name to Iqbal Mohd Rana. bbox=[484, 577, 573, 607]
ad-reference-number: 500006 bbox=[459, 632, 478, 639]
ad-reference-number: 63372 bbox=[557, 401, 573, 408]
ad-reference-number: 63372 bbox=[653, 284, 669, 291]
classified-ad: I Manjeet Kaur W/o Balwinder Singh R/o Village Bhago majra, roodkee pukhta, Teh Kharar, distt Sas Nagar Mohali Changed My Name To Manjit Kaur bbox=[102, 875, 191, 913]
classified-ad: I Lovepreet S/o Joga Singh R/o Vpo. Kahan Tehsil Garhshankar, Distt. Hoshiarpur, Punjab, India have changed my name Lovepreet to Lovepreet Singh. bbox=[580, 467, 669, 505]
ad-reference-number: 900028 bbox=[268, 449, 287, 456]
ad-reference-number: 63372 bbox=[462, 673, 478, 680]
ad-reference-number: 481257 bbox=[268, 643, 287, 650]
ad-reference-number: 100048 bbox=[77, 190, 96, 197]
